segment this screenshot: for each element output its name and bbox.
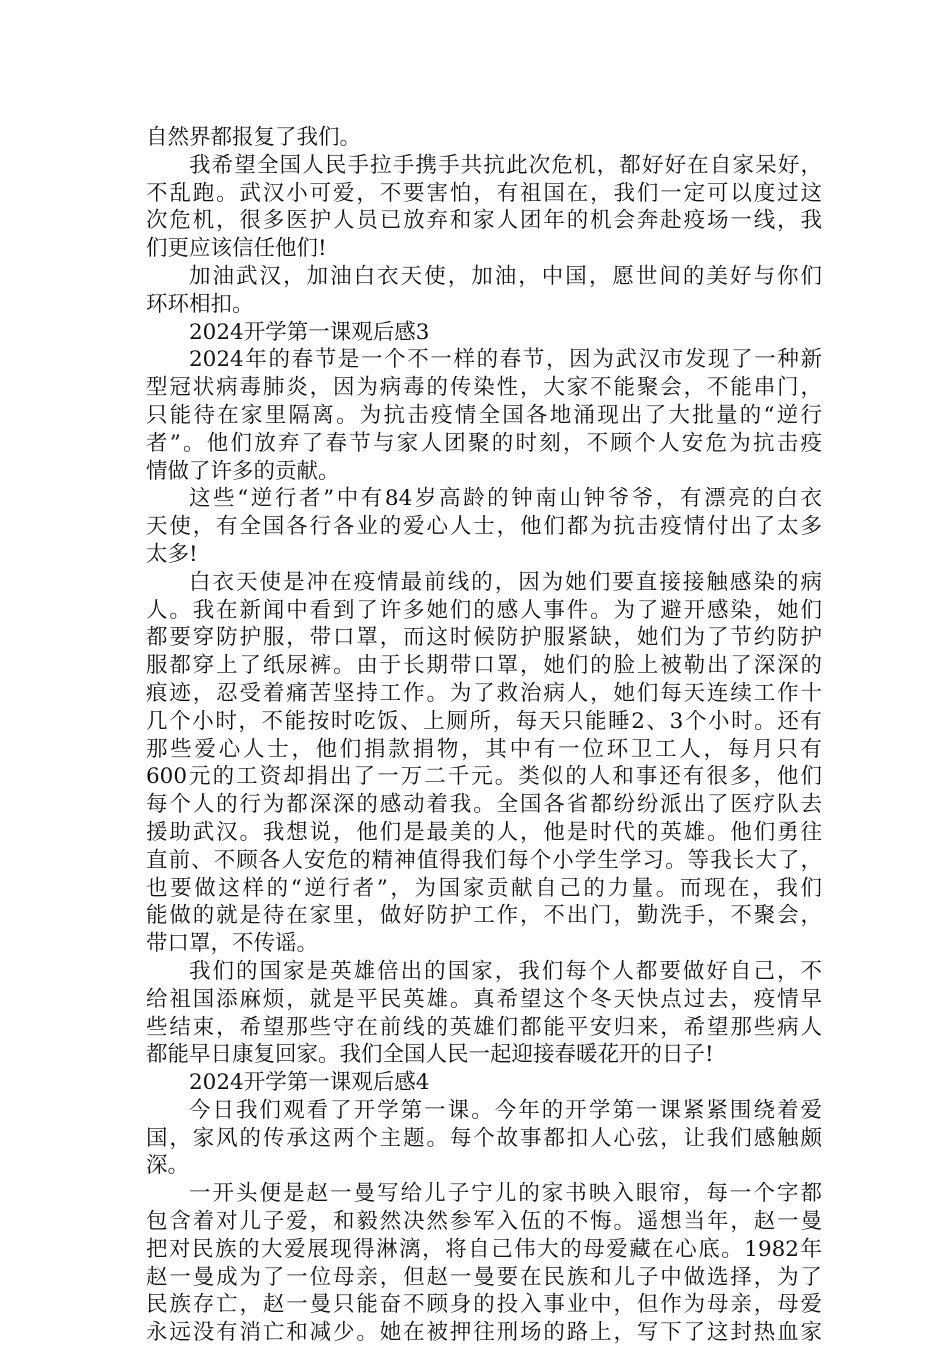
text-line: 些结束，希望那些守在前线的英雄们都能平安归来，希望那些病人 bbox=[146, 1014, 822, 1040]
text-line: 我希望全国人民手拉手携手共抗此次危机，都好好在自家呆好， bbox=[189, 152, 822, 178]
text-line: 2024年的春节是一个不一样的春节，因为武汉市发现了一种新 bbox=[189, 347, 822, 373]
text-line: 几个小时，不能按时吃饭、上厕所，每天只能睡2、3个小时。还有 bbox=[146, 708, 822, 734]
text-line: 直前、不顾各人安危的精神值得我们每个小学生学习。等我长大了， bbox=[146, 847, 822, 873]
text-line: 援助武汉。我想说，他们是最美的人，他是时代的英雄。他们勇往 bbox=[146, 819, 822, 845]
text-line: 那些爱心人士，他们捐款捐物，其中有一位环卫工人，每月只有 bbox=[146, 736, 822, 762]
text-line: 们更应该信任他们! bbox=[146, 236, 327, 262]
text-line: 也要做这样的“逆行者”，为国家贡献自己的力量。而现在，我们 bbox=[146, 875, 822, 901]
text-line: 带口罩，不传谣。 bbox=[146, 931, 319, 957]
text-line: 我们的国家是英雄倍出的国家，我们每个人都要做好自己，不 bbox=[189, 958, 822, 984]
text-line: 2024开学第一课观后感4 bbox=[189, 1070, 430, 1096]
text-line: 者”。他们放弃了春节与家人团聚的时刻，不顾个人安危为抗击疫 bbox=[146, 430, 822, 456]
text-line: 这些“逆行者”中有84岁高龄的钟南山钟爷爷，有漂亮的白衣 bbox=[189, 486, 822, 512]
text-line: 给祖国添麻烦，就是平民英雄。真希望这个冬天快点过去，疫情早 bbox=[146, 986, 822, 1012]
text-line: 赵一曼成为了一位母亲，但赵一曼要在民族和儿子中做选择，为了 bbox=[146, 1264, 822, 1290]
text-line: 能做的就是待在家里，做好防护工作，不出门，勤洗手，不聚会， bbox=[146, 903, 822, 929]
document-page bbox=[146, 124, 822, 1347]
text-line: 天使，有全国各行各业的爱心人士，他们都为抗击疫情付出了太多 bbox=[146, 514, 822, 540]
text-line: 不乱跑。武汉小可爱，不要害怕，有祖国在，我们一定可以度过这 bbox=[146, 180, 822, 206]
text-line: 情做了许多的贡献。 bbox=[146, 458, 340, 484]
text-line: 民族存亡，赵一曼只能奋不顾身的投入事业中，但作为母亲，母爱 bbox=[146, 1292, 822, 1318]
text-line: 都能早日康复回家。我们全国人民一起迎接春暖花开的日子! bbox=[146, 1042, 714, 1068]
text-line: 包含着对儿子爱，和毅然决然参军入伍的不悔。遥想当年，赵一曼 bbox=[146, 1209, 822, 1235]
text-line: 深。 bbox=[146, 1153, 190, 1179]
text-line: 白衣天使是冲在疫情最前线的，因为她们要直接接触感染的病 bbox=[189, 569, 822, 595]
text-line: 型冠状病毒肺炎，因为病毒的传染性，大家不能聚会，不能串门， bbox=[146, 375, 822, 401]
text-line: 环环相扣。 bbox=[146, 291, 254, 317]
text-line: 今日我们观看了开学第一课。今年的开学第一课紧紧围绕着爱 bbox=[189, 1097, 822, 1123]
text-line: 一开头便是赵一曼写给儿子宁儿的家书映入眼帘，每一个字都 bbox=[189, 1181, 822, 1207]
text-line: 永远没有消亡和减少。她在被押往刑场的路上，写下了这封热血家 bbox=[146, 1320, 822, 1346]
text-line: 每个人的行为都深深的感动着我。全国各省都纷纷派出了医疗队去 bbox=[146, 792, 822, 818]
text-line: 服都穿上了纸尿裤。由于长期带口罩，她们的脸上被勒出了深深的 bbox=[146, 653, 822, 679]
text-line: 自然界都报复了我们。 bbox=[146, 125, 362, 150]
text-line: 只能待在家里隔离。为抗击疫情全国各地涌现出了大批量的“逆行 bbox=[146, 402, 822, 428]
text-line: 国，家风的传承这两个主题。每个故事都扣人心弦，让我们感触颇 bbox=[146, 1125, 822, 1151]
text-line: 人。我在新闻中看到了许多她们的感人事件。为了避开感染，她们 bbox=[146, 597, 822, 623]
text-line: 把对民族的大爱展现得淋漓，将自己伟大的母爱藏在心底。1982年 bbox=[146, 1236, 822, 1262]
text-line: 都要穿防护服，带口罩，而这时候防护服紧缺，她们为了节约防护 bbox=[146, 625, 822, 651]
text-line: 600元的工资却捐出了一万二千元。类似的人和事还有很多，他们 bbox=[146, 764, 822, 790]
text-line: 次危机，很多医护人员已放弃和家人团年的机会奔赴疫场一线，我 bbox=[146, 208, 822, 234]
text-line: 太多! bbox=[146, 541, 198, 567]
text-line: 加油武汉，加油白衣天使，加油，中国，愿世间的美好与你们 bbox=[189, 263, 822, 289]
text-line: 2024开学第一课观后感3 bbox=[189, 319, 430, 345]
text-line: 痕迹，忍受着痛苦坚持工作。为了救治病人，她们每天连续工作十 bbox=[146, 680, 822, 706]
